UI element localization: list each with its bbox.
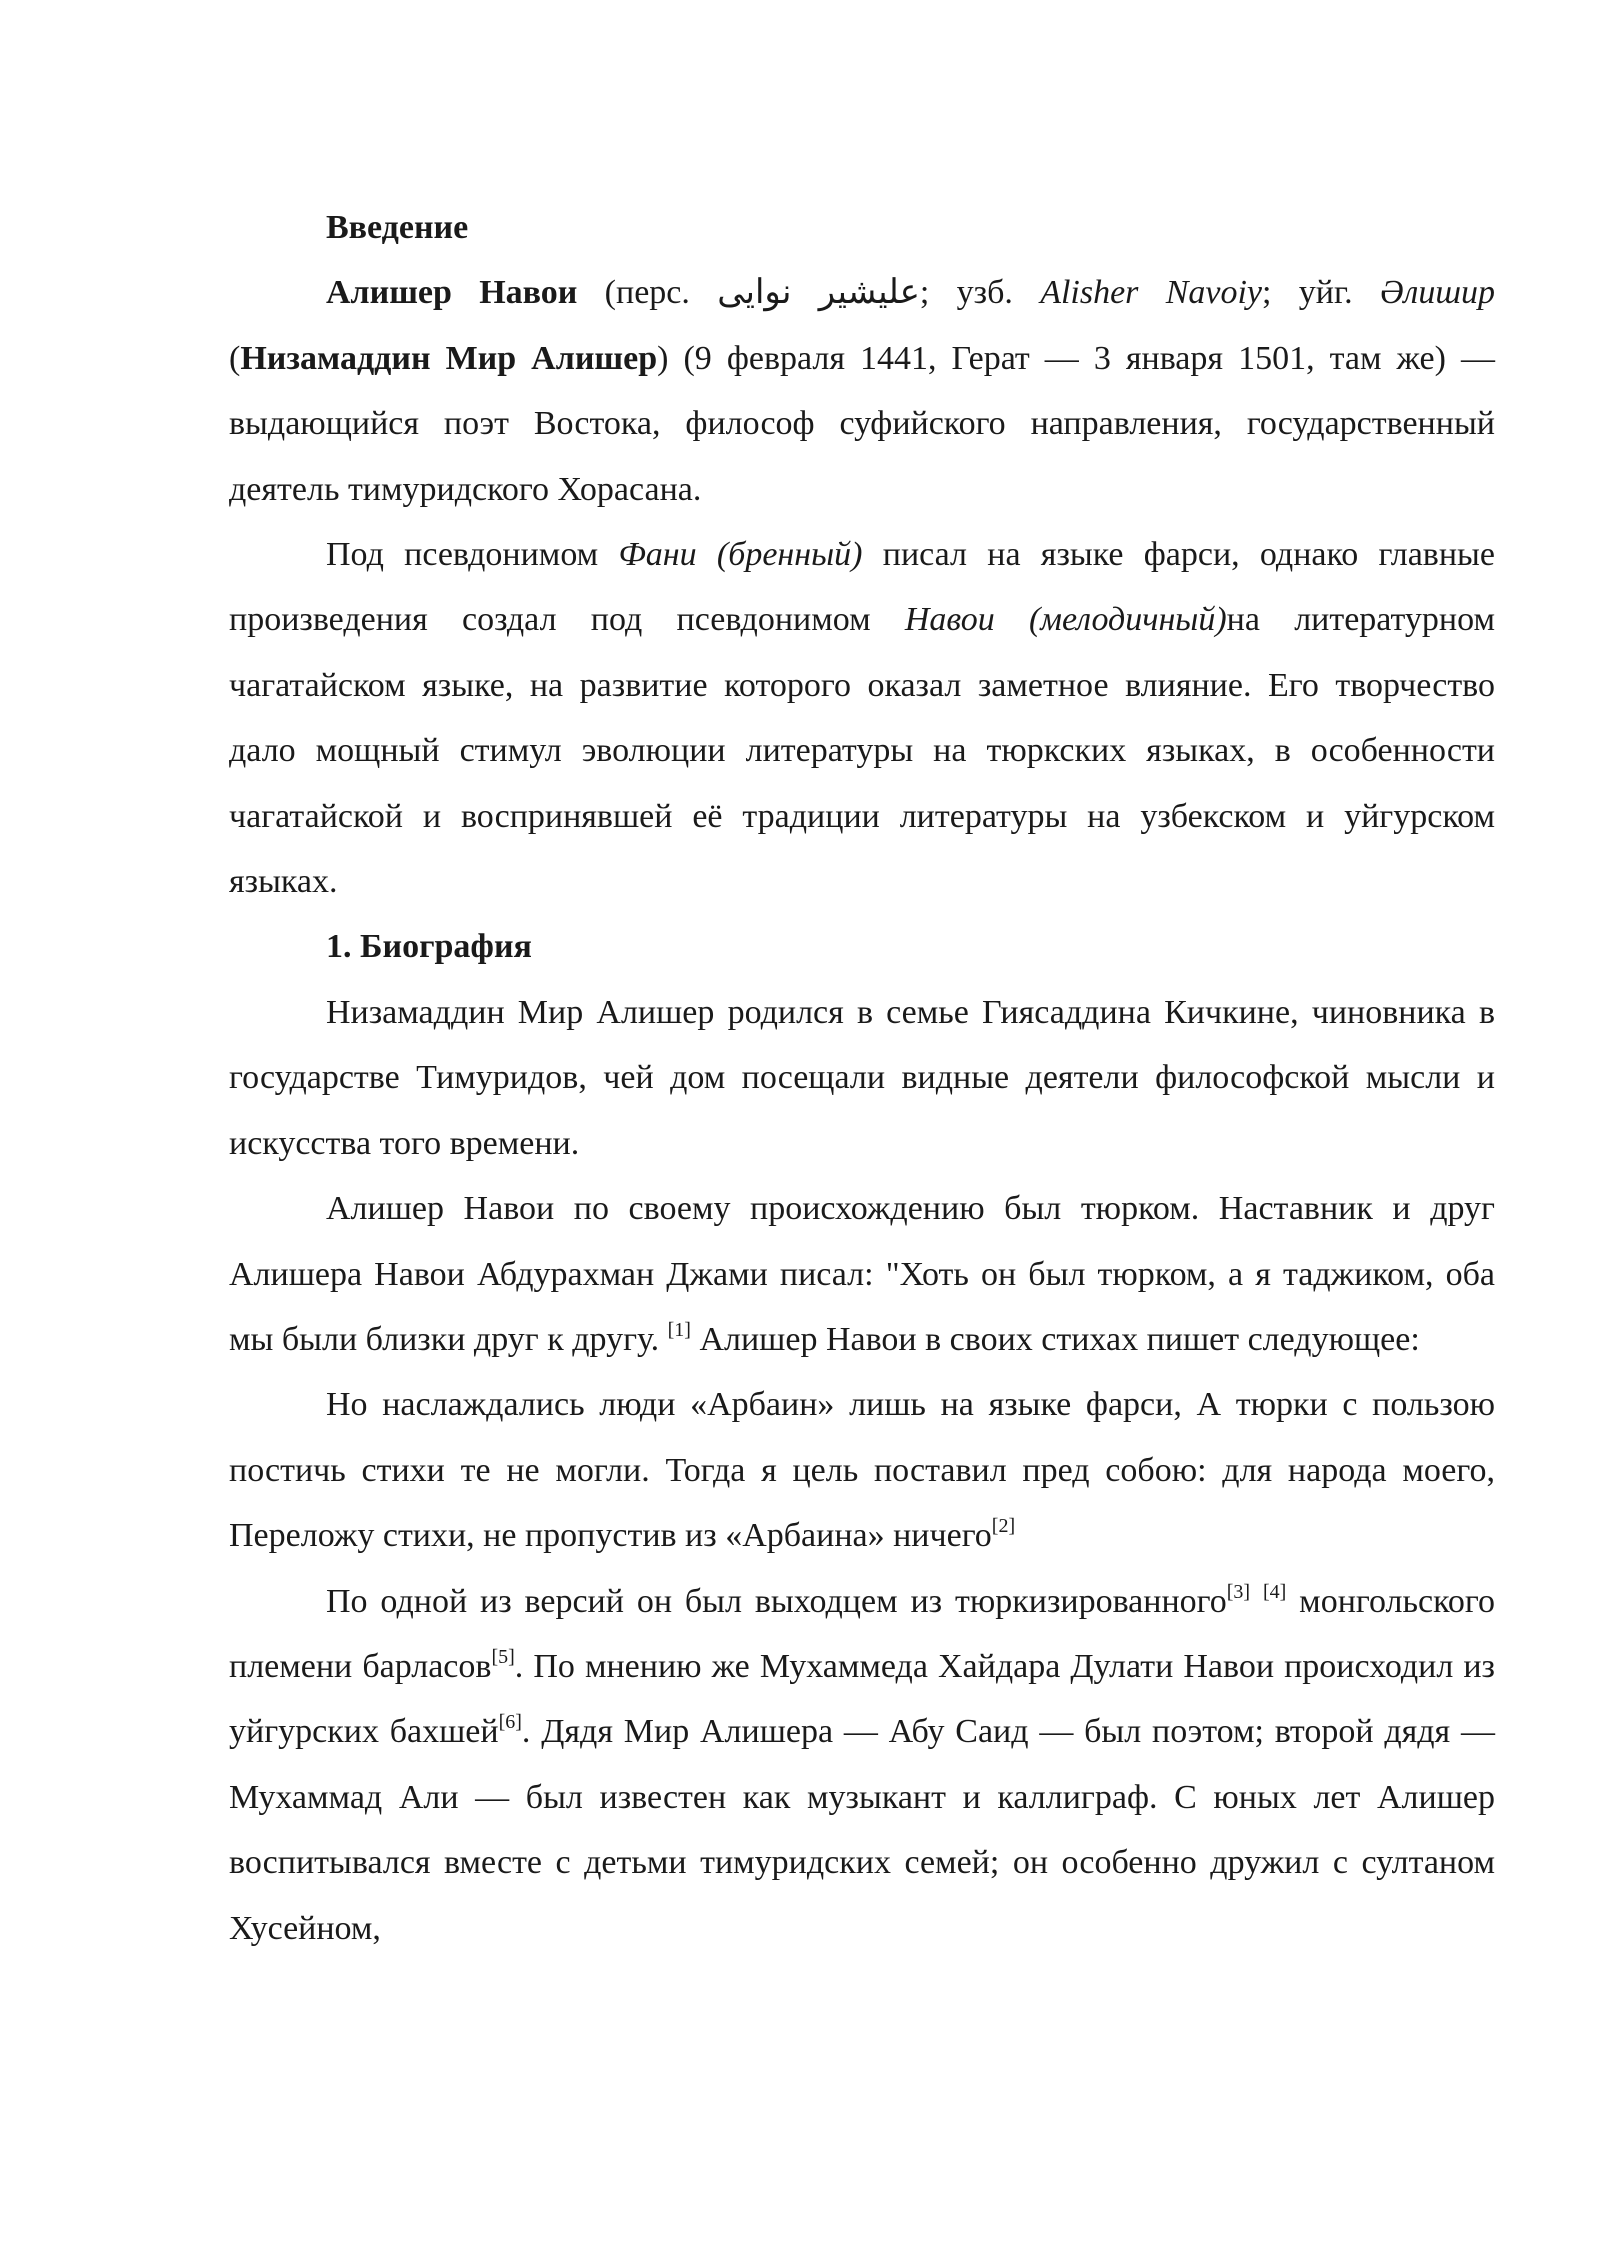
persian-name: علیشیر نوایی [717,274,920,312]
text-span: По одной из версий он был выходцем из тюркизированного [326,1582,1227,1620]
text-span: Алишер Навои по своему происхождению был тюрком. Наставник и друг Алишера Навои Абдурахман Джами писал: "Хоть он был тюрком, а я таджиком, оба мы были близки друг к другу. [229,1190,1495,1358]
text-span: писал на языке фарси, однако главные произведения создал под псевдонимом [229,536,1495,639]
footnote-ref-3[interactable]: [3] [1226,1580,1251,1603]
uzbek-name: Alisher Navoiy [1040,274,1263,312]
text-span: . По мнению же Мухаммеда Хайдара Дулати Навои происходил из уйгурских бахшей [229,1647,1495,1751]
text-span: ; уйг. [1262,274,1380,312]
footnote-ref-6[interactable]: [6] [498,1711,522,1734]
text-span: (перс. [577,274,718,312]
uyghur-name: Әлишир [1379,274,1495,312]
text-span: Алишер Навои в своих стихах пишет следующее: [690,1320,1420,1358]
document-page [229,195,1495,1961]
name-bold: Алишер Навои [326,274,578,312]
text-span: . Дядя Мир Алишера — Абу Саид — был поэтом; второй дядя — Мухаммад Али — был известен как музыкант и каллиграф. С юных лет Алишер воспитывался вместе с детьми тимуридских семей; он особенно дружил с султаном Хусейном, [229,1713,1495,1947]
footnote-ref-5[interactable]: [5] [491,1645,515,1668]
paragraph-birth: Низамаддин Мир Алишер родился в семье Гиясаддина Кичкине, чиновника в государстве Тимуридов, чей дом посещали видные деятели философской мысли и искусства того времени. [229,993,1495,1162]
footnote-ref-1[interactable]: [1] [667,1318,691,1341]
text-span: ( [229,339,241,377]
heading-introduction: Введение [326,209,469,246]
paragraph-pseudonyms [229,522,1495,914]
text-span: на литературном чагатайском языке, на развитие которого оказал заметное влияние. Его творчество дало мощный стимул эволюции литературы на тюркских языках, в особенности чагатайской и воспринявшей её традиции литературы на узбекском и уйгурском языках. [229,601,1495,901]
paragraph-quote [229,1372,1495,1568]
paragraph-intro [229,260,1495,522]
footnote-ref-4[interactable]: [4] [1262,1580,1287,1603]
text-span: ; узб. [919,274,1041,312]
paragraph-family [229,1569,1495,1961]
text-span: Но наслаждались люди «Арбаин» лишь на языке фарси, А тюрки с пользою постичь стихи те не могли. Тогда я цель поставил пред собою: для народа моего, Переложу стихи, не пропустив из «Арбаина» ничего [229,1386,1495,1555]
text-span: монгольского племени барласов [229,1582,1495,1685]
full-name-bold: Низамаддин Мир Алишер [240,339,658,377]
paragraph-origin [229,1176,1495,1372]
pseudonym-fani: Фани (бренный) [618,536,863,574]
pseudonym-navoi: Навои (мелодичный) [904,601,1227,639]
text-span: Под псевдонимом [326,536,619,574]
text-span: ) (9 февраля 1441, Герат — 3 января 1501, там же) — выдающийся поэт Востока, философ суфийского направления, государственный деятель тимуридского Хорасана. [229,339,1495,508]
heading-biography: 1. Биография [326,928,532,966]
footnote-ref-2[interactable]: [2] [991,1515,1016,1538]
